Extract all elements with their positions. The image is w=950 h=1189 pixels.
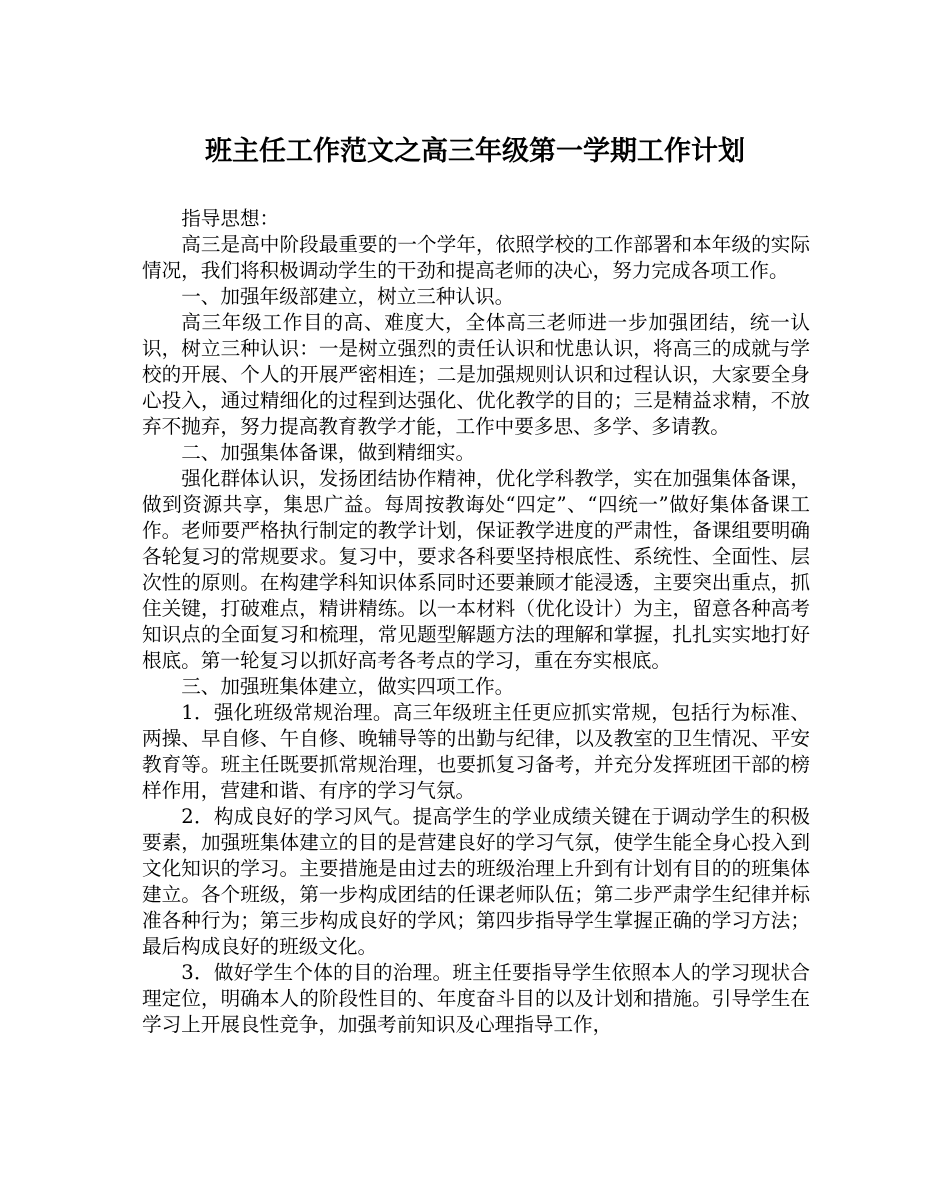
document-title: 班主任工作范文之高三年级第一学期工作计划 — [205, 136, 745, 167]
paragraph: 高三是高中阶段最重要的一个学年，依照学校的工作部署和本年级的实际情况，我们将积极调动学生的干劲和提高老师的决心，努力完成各项工作。 — [142, 233, 810, 282]
list-item: 3．做好学生个体的目的治理。班主任要指导学生依照本人的学习现状合理定位，明确本人的阶段性目的、年度奋斗目的以及计划和措施。引导学生在学习上开展良性竞争，加强考前知识及心理指导工作， — [142, 961, 810, 1036]
section-heading: 二、加强集体备课，做到精细实。 — [181, 441, 476, 464]
list-item: 2．构成良好的学习风气。提高学生的学业成绩关键在于调动学生的积极要素，加强班集体建立的目的是营建良好的学习气氛，使学生能全身心投入到文化知识的学习。主要措施是由过去的班级治理上升到有计划有目的的班集体建立。各个班级，第一步构成团结的任课老师队伍；第二步严肃学生纪律并标准各种行为；第三步构成良好的学风；第四步指导学生掌握正确的学习方法；最后构成良好的班级文化。 — [142, 805, 810, 958]
section-heading: 一、加强年级部建立，树立三种认识。 — [181, 285, 515, 308]
list-item: 1．强化班级常规治理。高三年级班主任更应抓实常规，包括行为标准、两操、早自修、午自修、晚辅导等的出勤与纪律，以及教室的卫生情况、平安教育等。班主任既要抓常规治理，也要抓复习备考，并充分发挥班团干部的榜样作用，营建和谐、有序的学习气氛。 — [142, 701, 810, 802]
section-heading: 三、加强班集体建立，做实四项工作。 — [181, 675, 515, 698]
paragraph: 高三年级工作目的高、难度大，全体高三老师进一步加强团结，统一认识，树立三种认识：一是树立强烈的责任认识和忧患认识，将高三的成就与学校的开展、个人的开展严密相连；二是加强规则认识和过程认识，大家要全身心投入，通过精细化的过程到达强化、优化教学的目的；三是精益求精，不放弃不抛弃，努力提高教育教学才能，工作中要多思、多学、多请教。 — [142, 311, 810, 438]
paragraph: 强化群体认识，发扬团结协作精神，优化学科教学，实在加强集体备课，做到资源共享，集思广益。每周按教诲处“四定”、“四统一”做好集体备课工作。老师要严格执行制定的教学计划，保证教学进度的严肃性，备课组要明确各轮复习的常规要求。复习中，要求各科要坚持根底性、系统性、全面性、层次性的原则。在构建学科知识体系同时还要兼顾才能浸透，主要突出重点，抓住关键，打破难点，精讲精练。以一本材料（优化设计）为主，留意各种高考知识点的全面复习和梳理，常见题型解题方法的理解和掌握，扎扎实实地打好根底。第一轮复习以抓好高考各考点的学习，重在夯实根底。 — [142, 467, 810, 672]
document-body — [142, 206, 810, 1038]
paragraph-guiding-idea: 指导思想： — [181, 207, 280, 230]
